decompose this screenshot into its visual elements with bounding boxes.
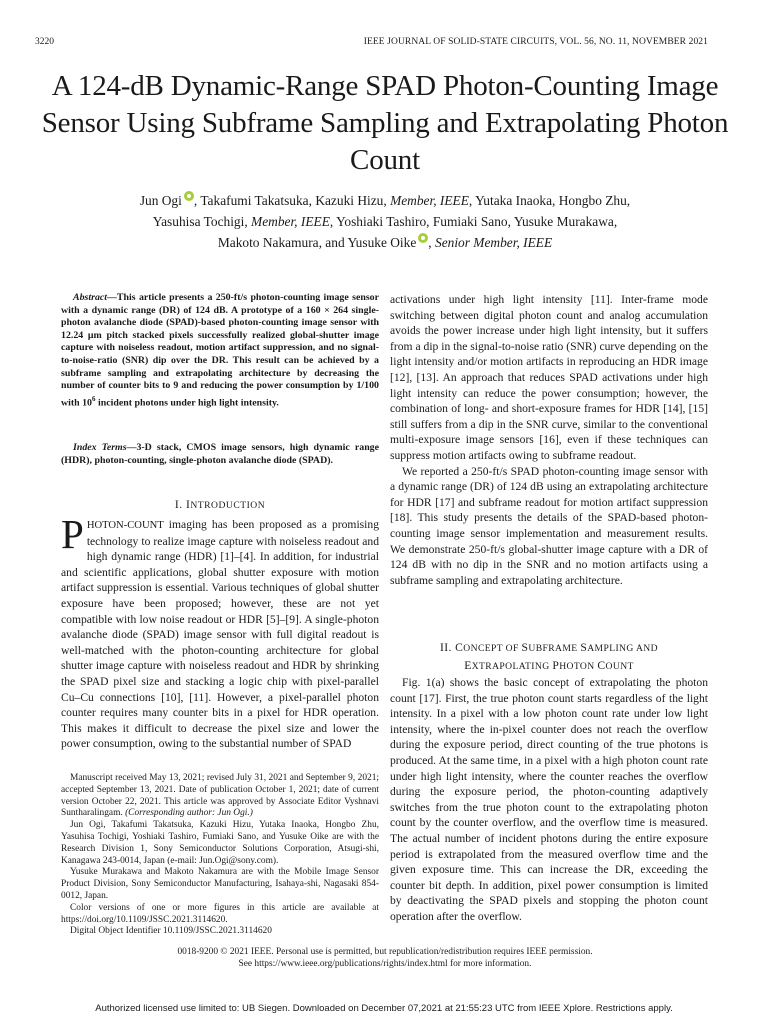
footnote: Jun Ogi, Takafumi Takatsuka, Kazuki Hizu, Yutaka Inaoka, Hongbo Zhu, Yasuhisa Tochigi, Yoshiaki Tashiro, Fumiaki Sano, and Yusuke Oike are with the Research Division 1, Sony Semiconductor Solutions Corporation, Atsugi-shi, Kanagawa 243-0014, Japan (e-mail: Jun.Ogi@sony.com). [61, 820, 379, 866]
footnote: Yusuke Murakawa and Makoto Nakamura are with the Mobile Image Sensor Product Division, Sony Semiconductor Manufacturing, Isahaya-shi, Nagasaki 854-0012, Japan. [61, 867, 379, 901]
author-name: , Yutaka Inaoka, Hongbo Zhu, [468, 193, 631, 208]
author-name: Makoto Nakamura, and Yusuke Oike [217, 235, 417, 250]
intro-text: imaging has been proposed as a promising technology to realize image capture with noiseless readout and high dynamic range (HDR) [1]–[4]. In addition, for industrial and scientific applications, global shutter exposure with motion artifact suppression is essential. Various techniques of global shutter exposure have been proposed; however, these are not yet compatible with low noise readout or HDR [5]–[9]. A single-photon avalanche diode (SPAD) image sensor with full digital readout is well-matched with the photon-counting architecture for global shutter image capture with noiseless readout and HDR by shrinking the SPAD pixel size and stacking a logic chip with pixel-parallel Cu–Cu connections [10], [11]. However, a pixel-parallel photon counter requires many counter bits in a pixel for HDR operation. This makes it difficult to decrease the pixel size and lower the power consumption, owing to the substantial number of SPAD [61, 518, 379, 751]
footnotes [61, 773, 379, 938]
footnote-doi: Digital Object Identifier 10.1109/JSSC.2021.3114620 [70, 926, 272, 937]
index-terms-label: Index Terms [73, 442, 127, 453]
abstract [61, 292, 379, 410]
footnote: Manuscript received May 13, 2021; revised July 31, 2021 and September 9, 2021; accepted September 13, 2021. Date of publication October 1, 2021; date of current version October 22, 2021. This article was approved by Associate Editor Vyshnavi Suntharalingam. (Corresponding author: Jun Ogi.) [61, 773, 379, 819]
abstract-tail: incident photons under high light intensity. [95, 397, 279, 409]
footnote-link[interactable]: Color versions of one or more figures in this article are available at https://doi.org/10.1109/JSSC.2021.3114620. [61, 902, 379, 925]
index-terms-text: —3-D stack, CMOS image sensors, high dynamic range (HDR), photon-counting, single-photon avalanche diode (SPAD). [61, 442, 380, 466]
member-title: Member, IEEE [390, 193, 469, 208]
abstract-sup: 6 [92, 394, 96, 403]
orcid-icon[interactable] [418, 233, 428, 243]
intro-smallcaps: HOTON-COUNT [86, 520, 164, 531]
author-name: , Yoshiaki Tashiro, Fumiaki Sano, Yusuke Murakawa, [329, 214, 618, 229]
paragraph: Fig. 1(a) shows the basic concept of extrapolating the photon count [17]. First, the true photon count starts regardless of the light intensity. In a pixel with a low photon count rate under low light intensity, where the in-pixel counter does not reach the overflow during the exposure period, direct counting of the true photons is produced. At the same time, in a pixel with a high photon count rate under high light intensity, where the counter reaches the overflow during the exposure period, the photon-counting adaptively switches from the true photon count to the extrapolating photon count by the counter overflow, and the overflow time is measured. The actual number of incident photons during the entire exposure period is extrapolated from the measured overflow time and the given exposure time. This can increase the DR, exceeding the counter bit depth. In addition, pixel power consumption is limited by deactivating the SPAD pixels and stopping the photon count operation after the overflow. [390, 676, 708, 923]
author-list [60, 190, 710, 253]
orcid-icon[interactable] [184, 191, 194, 201]
paper-title: A 124-dB Dynamic-Range SPAD Photon-Counting Image Sensor Using Subframe Sampling and Extrapolating Photon Count [41, 70, 729, 176]
intro-paragraph [61, 511, 379, 752]
author-name: Yasuhisa Tochigi, [152, 214, 252, 229]
paragraph: We reported a 250-ft/s SPAD photon-counting image sensor with a dynamic range (DR) of 124 dB using an extrapolating architecture for HDR [17] and subframe readout for motion artifact suppression [18]. This study presents the details of the SPAD-based photon-counting image sensor implementation and measurement results. We demonstrate 250-ft/s global-shutter image capture with a DR of 124 dB with no dip in the SNR and no motion artifacts using a subframe sampling and extrapolating architecture. [390, 464, 708, 587]
journal-header: IEEE JOURNAL OF SOLID-STATE CIRCUITS, VOL. 56, NO. 11, NOVEMBER 2021 [363, 37, 708, 47]
drop-cap: P [61, 511, 84, 557]
section-heading-introduction: I. INTRODUCTION [174, 498, 266, 511]
author-name: , Takafumi Takatsuka, Kazuki Hizu, [193, 193, 391, 208]
author-name: Jun Ogi [139, 193, 182, 208]
member-title: Member, IEEE [251, 214, 330, 229]
author-name: , [428, 235, 435, 250]
abstract-text: —This article presents a 250-ft/s photon-counting image sensor with a dynamic range (DR) of 124 dB. A prototype of a 160 × 264 single-photon avalanche diode (SPAD)-based photon-counting image sensor with 12.24 μm pitch stacked pixels successfully realized global-shutter image capture with noiseless readout, motion artifact suppression, and no signal-to-noise-ratio (SNR) dip over the DR. This result can be achieved by a subframe sampling and extrapolating architecture by decreasing the number of counter bits to 9 and reducing the power consumption by 1/100 with 10 [61, 292, 379, 409]
abstract-label: Abstract [73, 292, 108, 303]
license-notice: Authorized licensed use limited to: UB Siegen. Downloaded on December 07,2021 at 21:55:23 UTC from IEEE Xplore. Restrictions apply. [95, 1003, 673, 1014]
index-terms [61, 442, 379, 467]
copyright-notice: 0018-9200 © 2021 IEEE. Personal use is permitted, but republication/redistribution requires IEEE permission. See https://www.ieee.org/publications/rights/index.html for more information. [177, 947, 593, 969]
right-column-top [390, 292, 708, 588]
paragraph: activations under high light intensity [11]. Inter-frame mode switching between digital photon count and analog accumulation avoids the power increase under high light intensity, but it suffers from a dip in the signal-to-noise ratio (SNR) curve depending on the light intensity and/or motion artifacts in reproducing an HDR image [12], [13]. An approach that reduces SPAD activations under high light intensity can reduce the power consumption; however, the combination of long- and short-exposure frames for HDR [14], [15] still suffers from a dip in the SNR curve, similar to the conventional multi-exposure image sensors [16], even if these techniques can suppress motion artifacts owing to subframe readout. [390, 293, 708, 462]
member-title: Senior Member, IEEE [435, 235, 553, 250]
section-heading-concept: II. CONCEPT OF SUBFRAME SAMPLING AND EXTRAPOLATING PHOTON COUNT [440, 641, 658, 672]
page-number: 3220 [35, 37, 54, 47]
right-column-bottom [390, 675, 708, 925]
